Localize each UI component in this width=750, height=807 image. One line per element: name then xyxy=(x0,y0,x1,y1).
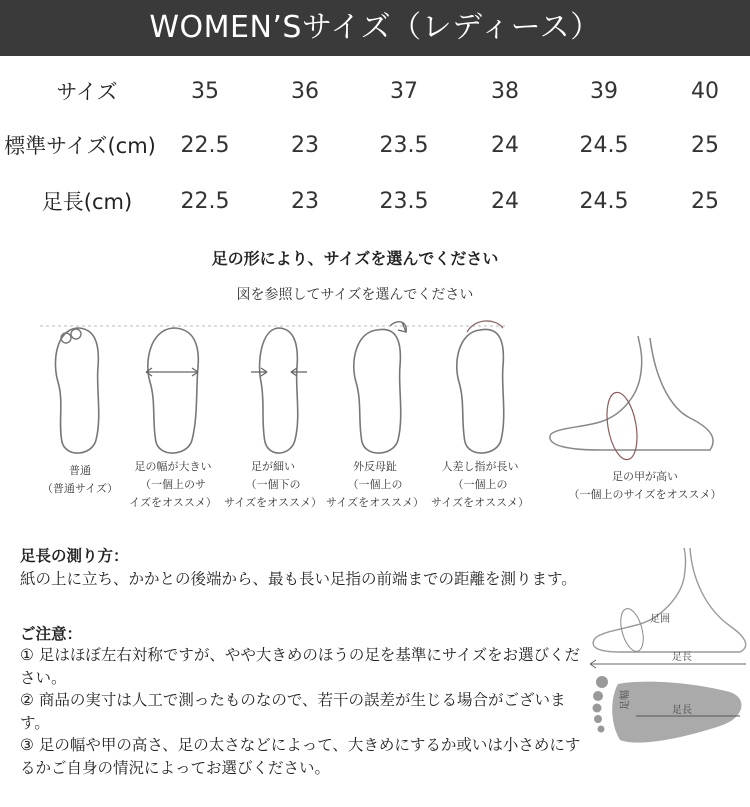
foot-type-text: 普通 xyxy=(69,464,91,477)
length2-label: 足長 xyxy=(672,705,692,716)
bunion-foot-icon xyxy=(342,316,417,462)
foot-shape-title: 足の形により、サイズを選んでください xyxy=(211,249,499,268)
narrow-foot-icon xyxy=(245,322,315,462)
high-instep-foot-icon xyxy=(540,318,750,468)
size-cell: 22.5 xyxy=(180,189,230,214)
notes-list xyxy=(20,644,590,779)
size-cell: 23 xyxy=(291,189,319,214)
measure-section xyxy=(20,545,740,591)
row-label: 足長(cm) xyxy=(41,190,133,214)
foot-type-text: サイズをオススメ） xyxy=(430,496,529,509)
row-label: 標準サイズ(cm) xyxy=(4,134,156,158)
foot-type-text: 足が細い xyxy=(251,460,295,473)
size-cell: 38 xyxy=(491,79,519,104)
note-item: ③ 足の幅や甲の高さ、足の太さなどによって、大きめにするか或いは小さめにするかご自身の情況によってお選びください。 xyxy=(20,736,581,777)
size-cell: 36 xyxy=(291,79,319,104)
wide-foot-icon xyxy=(138,322,208,462)
foot-type-text: 足の甲が高い xyxy=(612,470,678,483)
size-cell: 25 xyxy=(691,133,719,158)
row-label: サイズ xyxy=(56,80,118,104)
size-cell: 24 xyxy=(491,133,519,158)
measure-title: 足長の測り方： xyxy=(20,547,129,565)
foot-type-label xyxy=(218,458,328,512)
size-cell: 39 xyxy=(590,79,618,104)
foot-type-text: （一個上のサイズをオススメ） xyxy=(568,488,722,501)
size-row xyxy=(0,72,750,112)
foot-shape-subtitle: 図を参照してサイズを選んでください xyxy=(236,287,474,303)
foot-type-text: サイズをオススメ） xyxy=(325,496,424,509)
foot-type-text: サイズをオススメ） xyxy=(223,496,322,509)
page-header xyxy=(0,0,750,56)
size-row xyxy=(0,182,750,222)
size-cell: 23.5 xyxy=(379,189,429,214)
foot-type-text: （普通サイズ） xyxy=(41,482,119,495)
size-row xyxy=(0,126,750,166)
notes-title: ご注意： xyxy=(20,625,83,643)
note-item: ② 商品の実寸は人工で測ったものなので、若干の誤差が生じる場合がございます。 xyxy=(20,691,566,732)
size-cell: 24.5 xyxy=(579,133,629,158)
foot-type-text: 人差し指が長い xyxy=(441,460,519,473)
foot-type-text: 外反母趾 xyxy=(353,460,397,473)
size-cell: 24.5 xyxy=(579,189,629,214)
foot-type-text: （一個上の xyxy=(452,478,508,491)
size-cell: 24 xyxy=(491,189,519,214)
foot-type-text: （一個上のサ xyxy=(140,478,206,491)
foot-type-label xyxy=(560,468,730,504)
size-cell: 40 xyxy=(691,79,719,104)
width-label: 足幅 xyxy=(620,690,631,710)
normal-foot-icon xyxy=(42,322,112,462)
size-cell: 22.5 xyxy=(180,133,230,158)
foot-type-label xyxy=(30,462,130,498)
size-cell: 23.5 xyxy=(379,133,429,158)
foot-type-text: （一個上の xyxy=(347,478,403,491)
length-label: 足長 xyxy=(672,652,692,663)
girth-label: 足囲 xyxy=(650,614,670,625)
foot-type-text: 足の幅が大きい xyxy=(134,460,212,473)
size-cell: 37 xyxy=(390,79,418,104)
note-item: ① 足はほぼ左右対称ですが、やや大きめのほうの足を基準にサイズをお選びください。 xyxy=(20,646,581,687)
foot-type-label xyxy=(320,458,430,512)
foot-type-label xyxy=(118,458,228,512)
size-cell: 25 xyxy=(691,189,719,214)
header-title: WOMEN’Sサイズ（レディース） xyxy=(149,10,601,45)
size-cell: 35 xyxy=(191,79,219,104)
size-cell: 23 xyxy=(291,133,319,158)
long-toe-foot-icon xyxy=(445,316,520,462)
foot-type-label xyxy=(425,458,535,512)
measure-text: 紙の上に立ち、かかとの後端から、最も長い足指の前端までの距離を測ります。 xyxy=(20,570,577,588)
foot-type-text: （一個下の xyxy=(245,478,301,491)
foot-type-text: イズをオススメ） xyxy=(129,496,217,509)
